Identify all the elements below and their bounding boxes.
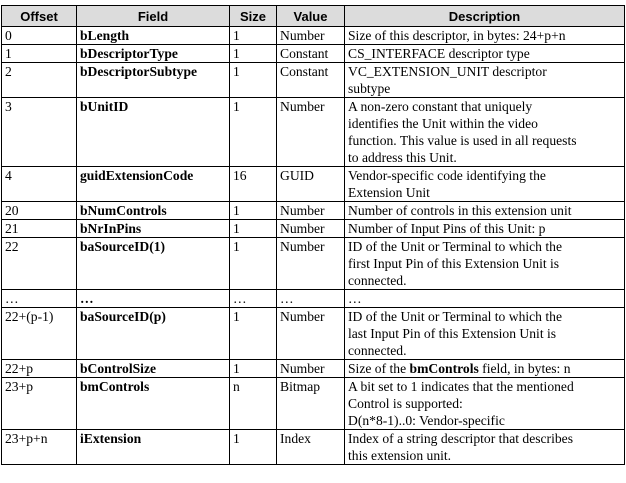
table-row [2,238,625,290]
description-cell [345,27,625,45]
field-cell: iExtension [77,430,230,465]
table-row [2,167,625,202]
description-cell [345,430,625,465]
value-cell: Number [277,220,345,238]
description-cell [345,378,625,430]
description-line: Number of Input Pins of this Unit: p [348,221,546,236]
field-cell: baSourceID(1) [77,238,230,290]
extension-unit-descriptor-table [1,5,625,465]
description-line: to address this Unit. [348,150,457,165]
field-cell: bLength [77,27,230,45]
offset-cell: 22 [2,238,77,290]
field-cell: bControlSize [77,360,230,378]
offset-cell: 1 [2,45,77,63]
offset-cell: 22+(p-1) [2,308,77,360]
table-row [2,360,625,378]
description-line: Index of a string descriptor that describes [348,431,573,446]
size-cell: 1 [230,238,277,290]
table-row [2,430,625,465]
value-cell: Number [277,202,345,220]
offset-cell: 23+p+n [2,430,77,465]
table-row [2,202,625,220]
description-line: CS_INTERFACE descriptor type [348,46,530,61]
size-cell: 1 [230,360,277,378]
value-cell: Number [277,27,345,45]
description-cell [345,202,625,220]
offset-cell: 21 [2,220,77,238]
table-row [2,63,625,98]
description-line: A non-zero constant that uniquely [348,99,533,114]
description-line: last Input Pin of this Extension Unit is [348,326,557,341]
field-cell: guidExtensionCode [77,167,230,202]
description-cell [345,45,625,63]
description-line: subtype [348,81,391,96]
description-line: identifies the Unit within the video [348,116,538,131]
value-cell: Number [277,308,345,360]
description-line: Vendor-specific code identifying the [348,168,546,183]
value-cell: Number [277,360,345,378]
field-cell: bDescriptorType [77,45,230,63]
description-text: field, in bytes: n [478,361,571,376]
value-cell: Index [277,430,345,465]
description-line: A bit set to 1 indicates that the mentioned [348,379,574,394]
size-cell: 1 [230,220,277,238]
field-cell: bNrInPins [77,220,230,238]
description-line: Size of this descriptor, in bytes: 24+p+n [348,28,566,43]
value-cell: … [277,290,345,308]
offset-cell: … [2,290,77,308]
table-row [2,220,625,238]
field-cell: bmControls [77,378,230,430]
field-cell: bNumControls [77,202,230,220]
description-line: Extension Unit [348,185,430,200]
description-line: Control is supported: [348,396,463,411]
field-cell: bDescriptorSubtype [77,63,230,98]
offset-cell: 0 [2,27,77,45]
column-header-description: Description [345,6,625,27]
description-line: Number of controls in this extension unit [348,203,572,218]
description-line: this extension unit. [348,448,452,463]
offset-cell: 20 [2,202,77,220]
value-cell: Constant [277,63,345,98]
description-cell [345,63,625,98]
description-cell [345,308,625,360]
description-cell [345,290,625,308]
field-cell: bUnitID [77,98,230,167]
size-cell: 1 [230,45,277,63]
offset-cell: 3 [2,98,77,167]
size-cell: n [230,378,277,430]
size-cell: 1 [230,430,277,465]
table-row [2,98,625,167]
description-field-ref: bmControls [409,361,479,376]
column-header-value: Value [277,6,345,27]
table-row [2,308,625,360]
offset-cell: 22+p [2,360,77,378]
size-cell: 1 [230,27,277,45]
table-row [2,45,625,63]
value-cell: Bitmap [277,378,345,430]
description-cell [345,360,625,378]
description-cell [345,167,625,202]
table-row [2,27,625,45]
offset-cell: 2 [2,63,77,98]
description-line: function. This value is used in all requests [348,133,577,148]
size-cell: 1 [230,202,277,220]
size-cell: 1 [230,98,277,167]
field-cell: … [77,290,230,308]
column-header-offset: Offset [2,6,77,27]
column-header-size: Size [230,6,277,27]
column-header-field: Field [77,6,230,27]
value-cell: GUID [277,167,345,202]
value-cell: Number [277,238,345,290]
description-line: first Input Pin of this Extension Unit is [348,256,560,271]
description-line: VC_EXTENSION_UNIT descriptor [348,64,547,79]
value-cell: Constant [277,45,345,63]
size-cell: 16 [230,167,277,202]
field-cell: baSourceID(p) [77,308,230,360]
offset-cell: 4 [2,167,77,202]
offset-cell: 23+p [2,378,77,430]
description-line: connected. [348,343,407,358]
table-header-row [2,6,625,27]
size-cell: … [230,290,277,308]
table-row [2,378,625,430]
description-line: D(n*8-1)..0: Vendor-specific [348,413,505,428]
description-line: ID of the Unit or Terminal to which the [348,309,562,324]
description-text: Size of the [348,361,410,376]
description-cell [345,220,625,238]
value-cell: Number [277,98,345,167]
size-cell: 1 [230,63,277,98]
description-line: … [348,291,362,306]
description-cell [345,238,625,290]
table-row-ellipsis [2,290,625,308]
description-line: ID of the Unit or Terminal to which the [348,239,562,254]
size-cell: 1 [230,308,277,360]
description-line: connected. [348,273,407,288]
description-cell [345,98,625,167]
